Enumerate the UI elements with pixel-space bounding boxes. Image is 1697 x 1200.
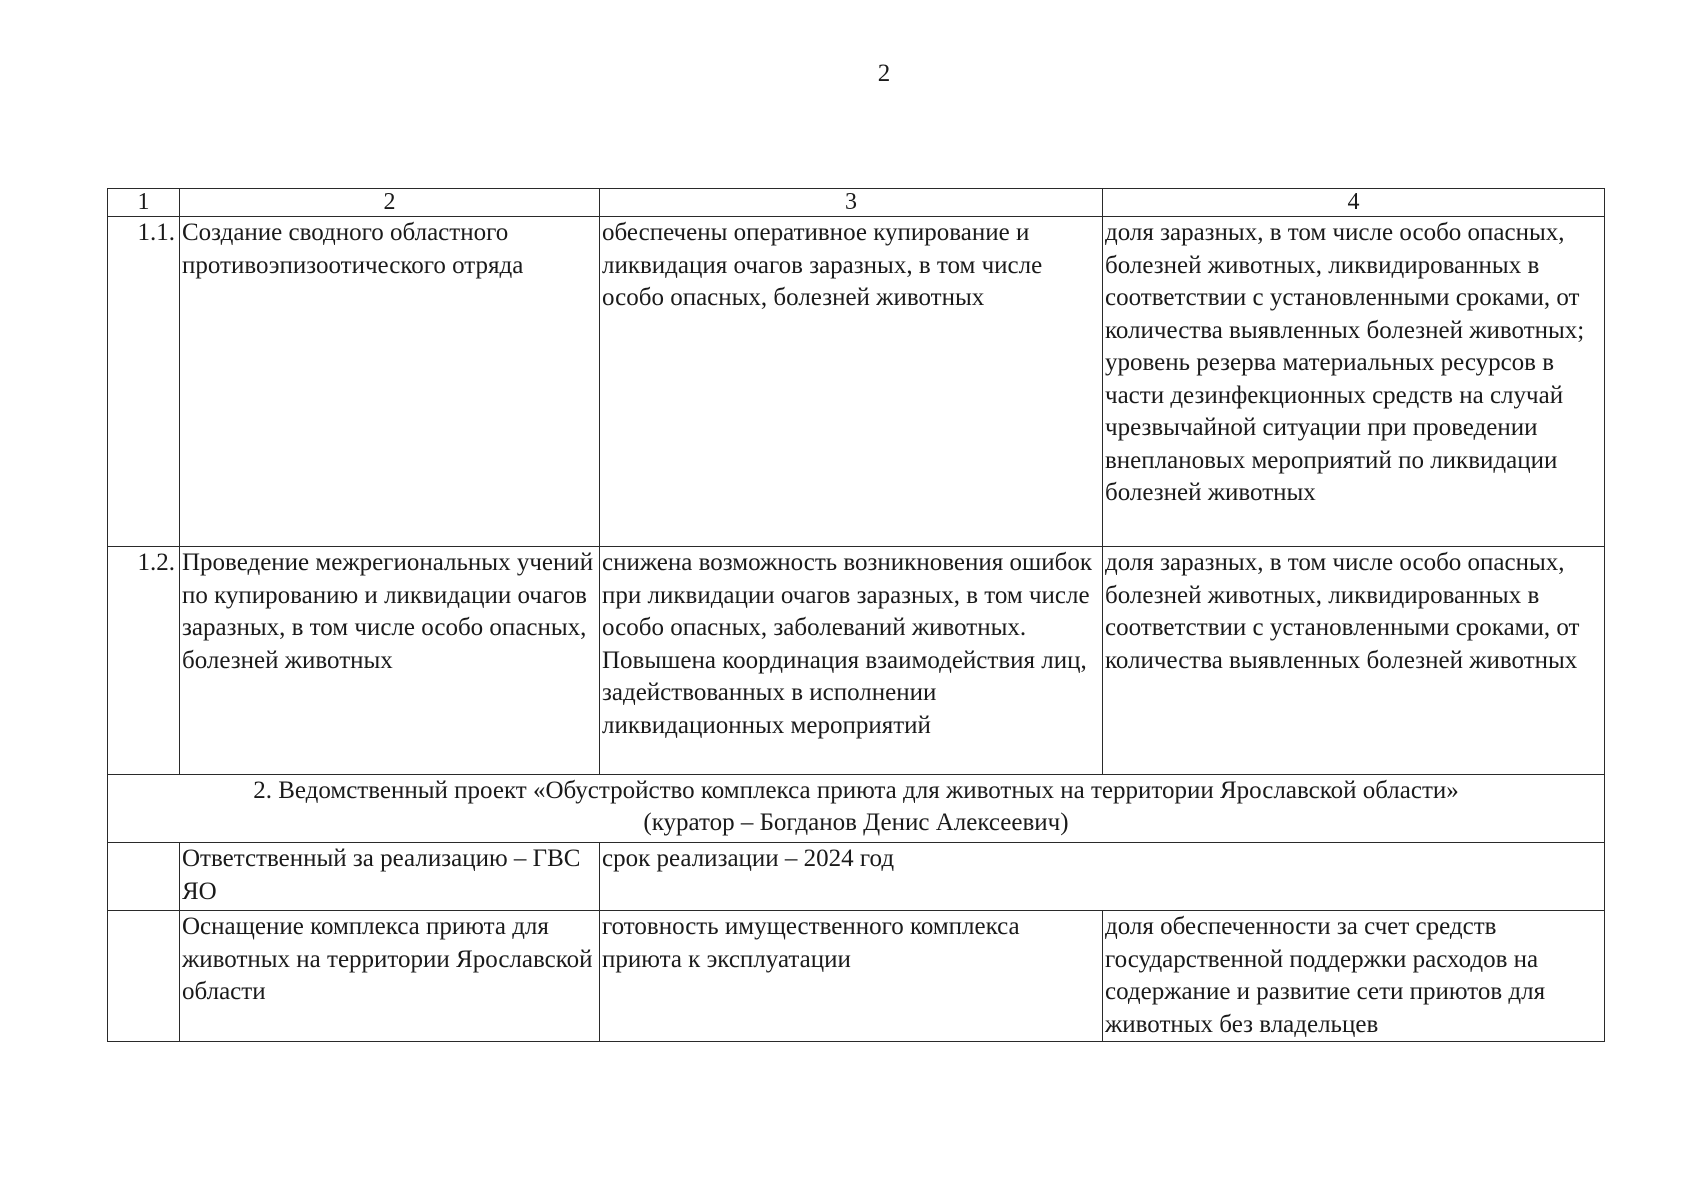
column-header-4: 4 (1103, 189, 1605, 217)
result-cell: обеспечены оперативное купирование и ликвидация очагов заразных, в том числе особо опасных, болезней животных (600, 217, 1103, 547)
table-row (108, 547, 1605, 775)
column-header-3: 3 (600, 189, 1103, 217)
activity-cell: Создание сводного областного противоэпизоотического отряда (180, 217, 600, 547)
row-number: 1.1. (108, 217, 180, 547)
row-number: 1.2. (108, 547, 180, 775)
result-cell: готовность имущественного комплекса приюта к эксплуатации (600, 911, 1103, 1042)
section-heading-row (108, 775, 1605, 843)
table-header-row (108, 189, 1605, 217)
activity-cell: Проведение межрегиональных учений по купированию и ликвидации очагов заразных, в том числе особо опасных, болезней животных (180, 547, 600, 775)
indicator-cell: доля обеспеченности за счет средств государственной поддержки расходов на содержание и развитие сети приютов для животных без владельцев (1103, 911, 1605, 1042)
indicator-cell: доля заразных, в том числе особо опасных, болезней животных, ликвидированных в соответствии с установленными сроками, от количества выявленных болезней животных; уровень резерва материальных ресурсов в части дезинфекционных средств на случай чрезвычайной ситуации при проведении внеплановых мероприятий по ликвидации болезней животных (1103, 217, 1605, 547)
responsible-cell: Ответственный за реализацию – ГВС ЯО (180, 843, 600, 911)
row-number-empty (108, 843, 180, 911)
plan-table (107, 188, 1605, 1042)
page-number: 2 (877, 60, 891, 87)
section-heading-cell (108, 775, 1605, 843)
column-header-1: 1 (108, 189, 180, 217)
deadline-cell: срок реализации – 2024 год (600, 843, 1605, 911)
column-header-2: 2 (180, 189, 600, 217)
section-curator: (куратор – Богданов Денис Алексеевич) (643, 809, 1069, 836)
row-number-empty (108, 911, 180, 1042)
section-title: 2. Ведомственный проект «Обустройство комплекса приюта для животных на территории Ярославской области» (253, 777, 1459, 804)
activity-cell: Оснащение комплекса приюта для животных на территории Ярославской области (180, 911, 600, 1042)
table-row (108, 843, 1605, 911)
result-cell: снижена возможность возникновения ошибок при ликвидации очагов заразных, в том числе особо опасных, заболеваний животных. Повышена координация взаимодействия лиц, задействованных в исполнении ликвидационных мероприятий (600, 547, 1103, 775)
indicator-cell: доля заразных, в том числе особо опасных, болезней животных, ликвидированных в соответствии с установленными сроками, от количества выявленных болезней животных (1103, 547, 1605, 775)
table-row (108, 911, 1605, 1042)
table-row (108, 217, 1605, 547)
